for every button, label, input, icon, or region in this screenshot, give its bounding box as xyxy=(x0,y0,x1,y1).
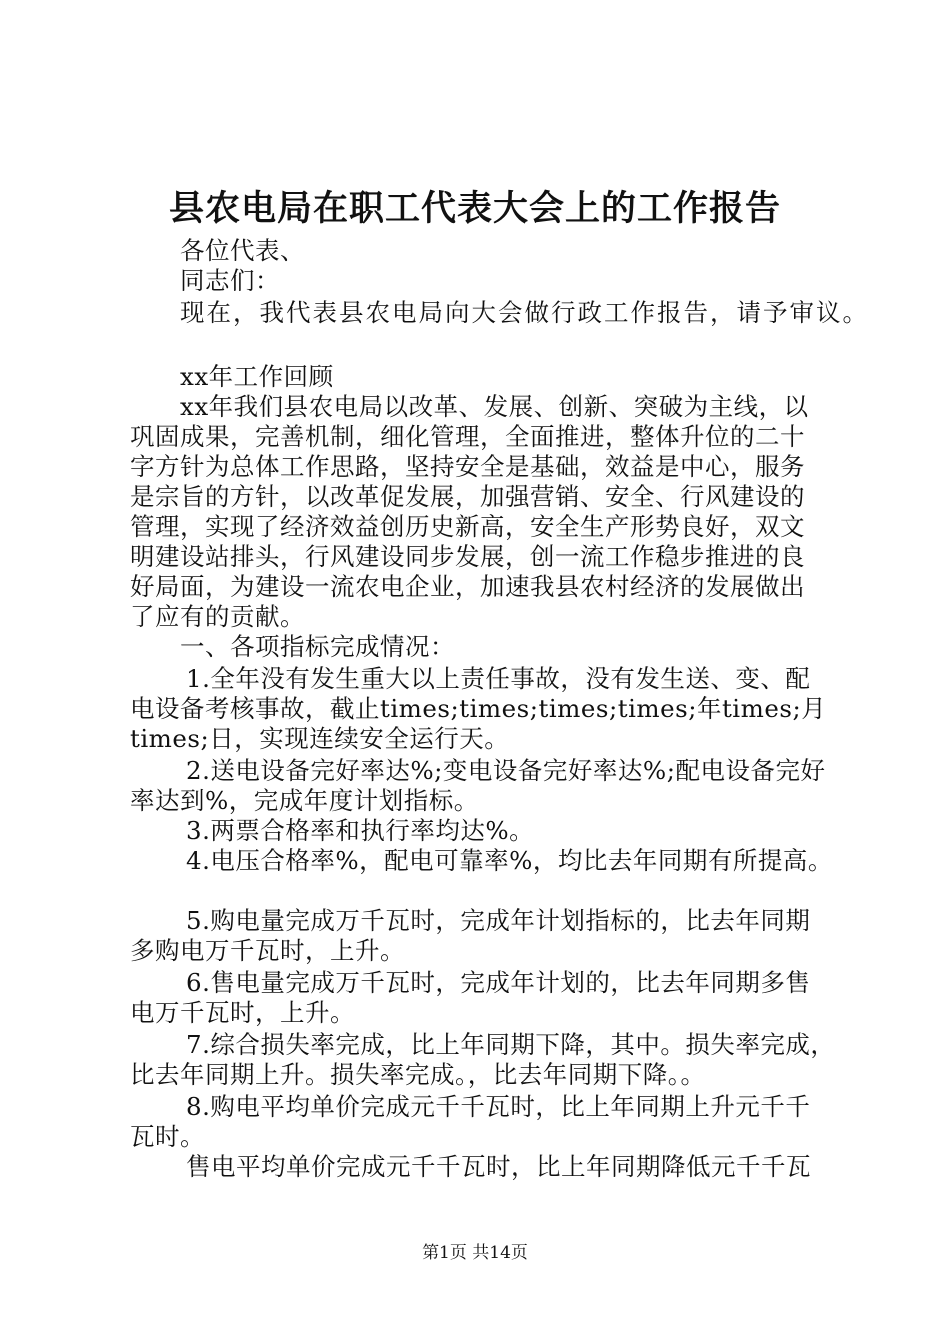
body-line: 售电平均单价完成元千千瓦时，比上年同期降低元千千瓦 xyxy=(186,1152,811,1181)
list-item: 6.售电量完成万千瓦时，完成年计划的，比去年同期多售 xyxy=(186,968,811,997)
body-line: 现在，我代表县农电局向大会做行政工作报告，请予审议。 xyxy=(180,298,869,327)
list-item: 8.购电平均单价完成元千千瓦时，比上年同期上升元千千 xyxy=(186,1092,811,1121)
list-item-continued: 多购电万千瓦时，上升。 xyxy=(130,936,405,965)
body-line: 字方针为总体工作思路，坚持安全是基础，效益是中心，服务 xyxy=(130,452,805,481)
list-item-continued: 电万千瓦时，上升。 xyxy=(130,998,355,1027)
list-item: 7.综合损失率完成，比上年同期下降，其中。损失率完成， xyxy=(186,1030,836,1059)
list-item-continued: 瓦时。 xyxy=(130,1122,205,1151)
body-line: 明建设站排头，行风建设同步发展，创一流工作稳步推进的良 xyxy=(130,542,805,571)
page-number: 第1页 共14页 xyxy=(422,1243,528,1263)
body-line: 巩固成果，完善机制，细化管理，全面推进，整体升位的二十 xyxy=(130,422,805,451)
list-item: 2.送电设备完好率达%;变电设备完好率达%;配电设备完好 xyxy=(186,756,826,785)
list-item-continued: 率达到%，完成年度计划指标。 xyxy=(130,786,479,815)
section-heading: xx年工作回顾 xyxy=(180,362,334,391)
body-line: 好局面，为建设一流农电企业，加速我县农村经济的发展做出 xyxy=(130,572,805,601)
list-item-continued: 比去年同期上升。损失率完成。，比去年同期下降。。 xyxy=(130,1060,706,1089)
list-item: 3.两票合格率和执行率均达%。 xyxy=(186,816,535,845)
body-line: 了应有的贡献。 xyxy=(130,602,305,631)
body-line: 是宗旨的方针，以改革促发展，加强营销、安全、行风建设的 xyxy=(130,482,805,511)
subsection-heading: 一、各项指标完成情况： xyxy=(180,632,455,661)
body-line: 管理，实现了经济效益创历史新高，安全生产形势良好，双文 xyxy=(130,512,805,541)
list-item: 4.电压合格率%，配电可靠率%，均比去年同期有所提高。 xyxy=(186,846,833,875)
body-line: 各位代表、 xyxy=(180,236,305,265)
list-item: 1.全年没有发生重大以上责任事故，没有发生送、变、配 xyxy=(186,664,811,693)
body-line: xx年我们县农电局以改革、发展、创新、突破为主线，以 xyxy=(180,392,809,421)
document-title: 县农电局在职工代表大会上的工作报告 xyxy=(168,188,781,229)
list-item-continued: 电设备考核事故，截止times;times;times;times;年times;月 xyxy=(130,694,827,723)
body-line: 同志们： xyxy=(180,266,280,295)
list-item-continued: times;日，实现连续安全运行天。 xyxy=(130,724,510,753)
list-item: 5.购电量完成万千瓦时，完成年计划指标的，比去年同期 xyxy=(186,906,811,935)
